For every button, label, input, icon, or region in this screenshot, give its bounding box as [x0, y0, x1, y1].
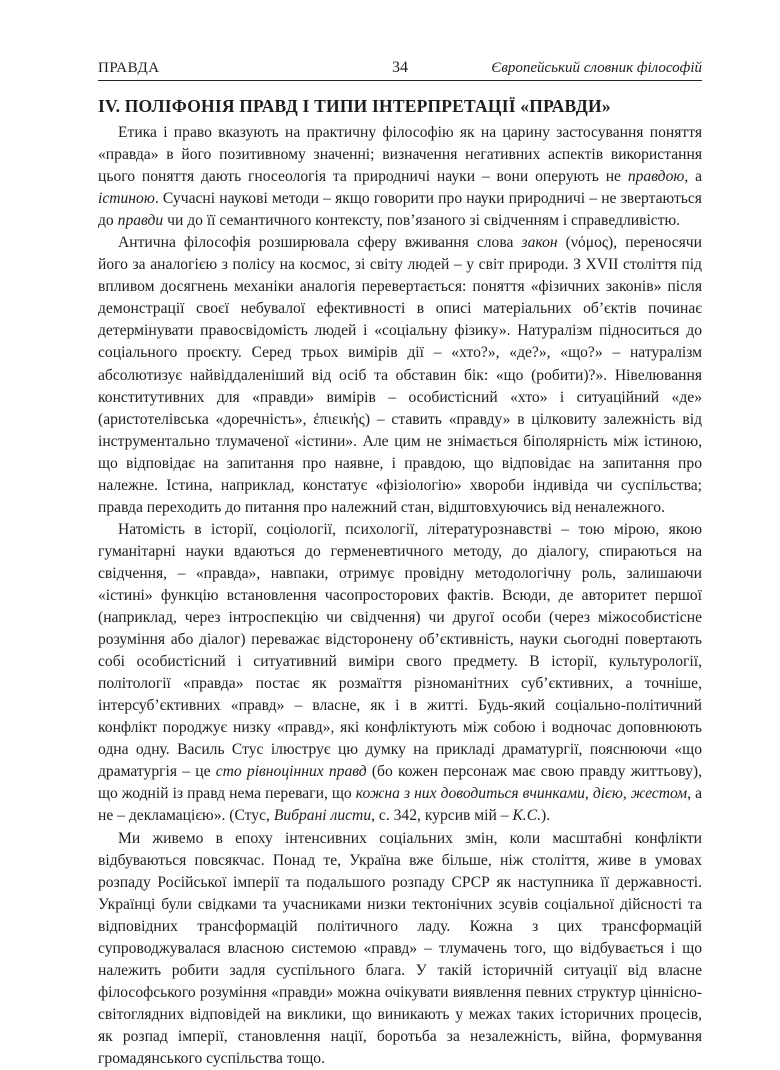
text-run: Ми живемо в епоху інтенсивних соціальних змін, коли масштабні конфлікти відбуваються повсякчас. Понад те, Україна вже більше, ніж століття, живе в умовах розпаду Російської імперії та подальшого розпаду СРСР як наступника її державності. Українці були свідками та учасниками низки тектонічних зсувів соціальної дійсності та відповідних трансформацій політичного ладу. Кожна з цих трансформацій супроводжувалася власною системою «правд» – тлумачень того, що відбувається і що належить робити задля суспільного блага. У такій історичній ситуації від власне філософського розуміння «правди» можна очікувати виявлення певних структур ціннісно-світоглядних відповідей на виклики, що виникають у межах таких історичних процесів, як розпад імперії, становлення нації, боротьба за незалежність, війна, формування громадянського суспільства тощо.	[98, 830, 702, 1067]
paragraph-1	[98, 122, 702, 232]
running-head-publication: Європейський словник філософій	[491, 58, 702, 78]
text-run: , а не – декламацією». (Стус,	[98, 785, 702, 824]
text-run: . Сучасні наукові методи – якщо говорити про науки природничі – не звертаються до	[98, 190, 702, 229]
italic-text: істиною	[98, 190, 155, 207]
text-run: Антична філософія розширювала сферу вживання слова	[118, 234, 522, 251]
text-run: , а	[684, 168, 702, 185]
text-run: Етика і право вказують на практичну філософію як на царину застосування поняття «правда» в його позитивному значенні; визначення негативних аспектів використання цього поняття дають гносеологія та природничі науки – вони оперують не	[98, 124, 702, 185]
body-text	[98, 122, 702, 1070]
page-number: 34	[98, 58, 702, 78]
text-run: (бо кожен персонаж має свою правду життьову), що жодній із правд нема переваги, що	[98, 763, 702, 802]
italic-text: правдою	[628, 168, 685, 185]
running-head-title: ПРАВДА	[98, 58, 160, 78]
document-page	[98, 58, 702, 1070]
text-run: ).	[541, 807, 550, 824]
text-run: чи до її семантичного контексту, пов’язаного зі свідченням і справедливістю.	[163, 212, 680, 229]
italic-text: Вибрані листи	[274, 807, 371, 824]
text-run: , с. 342, курсив мій –	[371, 807, 512, 824]
paragraph-4	[98, 828, 702, 1070]
italic-text: закон	[522, 234, 558, 251]
section-heading: IV. ПОЛІФОНІЯ ПРАВД І ТИПИ ІНТЕРПРЕТАЦІЇ «ПРАВДИ»	[98, 94, 702, 118]
paragraph-3	[98, 519, 702, 828]
paragraph-2	[98, 232, 702, 519]
text-run: (νόμος), переносячи його за аналогією з полісу на космос, зі світу людей – у світ природи. З XVII століття під впливом досягнень механіки аналогія перевертається: поняття «фізичних законів» після демонстрації своєї небувалої ефективності в описі матеріальних об’єктів починає детермінувати правосвідомість людей і «соціальну фізику». Натуралізм підноситься до соціального проєкту. Серед трьох вимірів дії – «хто?», «де?», «що?» – натуралізм абсолютизує найвіддаленіший від осіб та обставин бік: «що (робити)?». Нівелювання конститутивних для «правди» вимірів – особистісний «хто» і ситуаційний «де» (аристотелівська «доречність», ἐπιεικής) – ставить «правду» в цілковиту залежність від інструментально тлумаченої «істини». Але цим не знімається біполярність між істиною, що відповідає на запитання про наявне, і правдою, що відповідає на запитання про належне. Істина, наприклад, констатує «фізіологію» хвороби індивіда чи суспільства; правда переходить до питання про належний стан, відштовхуючись від неналежного.	[98, 234, 702, 516]
italic-text: правди	[118, 212, 164, 229]
running-head	[98, 58, 702, 81]
text-run: Натомість в історії, соціології, психології, літературознавстві – тою мірою, якою гуманітарні науки вдаються до герменевтичного методу, до діалогу, спираються на свідчення, – «правда», навпаки, отримує провідну методологічну роль, залишаючи «істині» функцію встановлення часопросторових фактів. Всюди, де авторитет першої (наприклад, через інтроспекцію чи свідчення) чи другої особи (через міжособистісне розуміння або діалог) переважає відсторонену об’єктивність, науки сьогодні повертають собі особистісний і ситуативний виміри свого предмету. В історії, культурології, політології «правда» постає як розмаїття різноманітних суб’єктивних, а точніше, інтерсуб’єктивних «правд» – власне, як і в житті. Будь-який соціально-політичний конфлікт породжує низку «правд», які конфліктують між собою і водночас доповнюють одна одну. Василь Стус ілюструє цю думку на прикладі драматургії, пояснюючи «що драматургія – це	[98, 521, 702, 781]
italic-text: К.С.	[512, 807, 541, 824]
italic-text: кожна з них доводиться вчинками, дією, жестом	[356, 785, 687, 802]
italic-text: сто рівноцінних правд	[216, 763, 367, 780]
